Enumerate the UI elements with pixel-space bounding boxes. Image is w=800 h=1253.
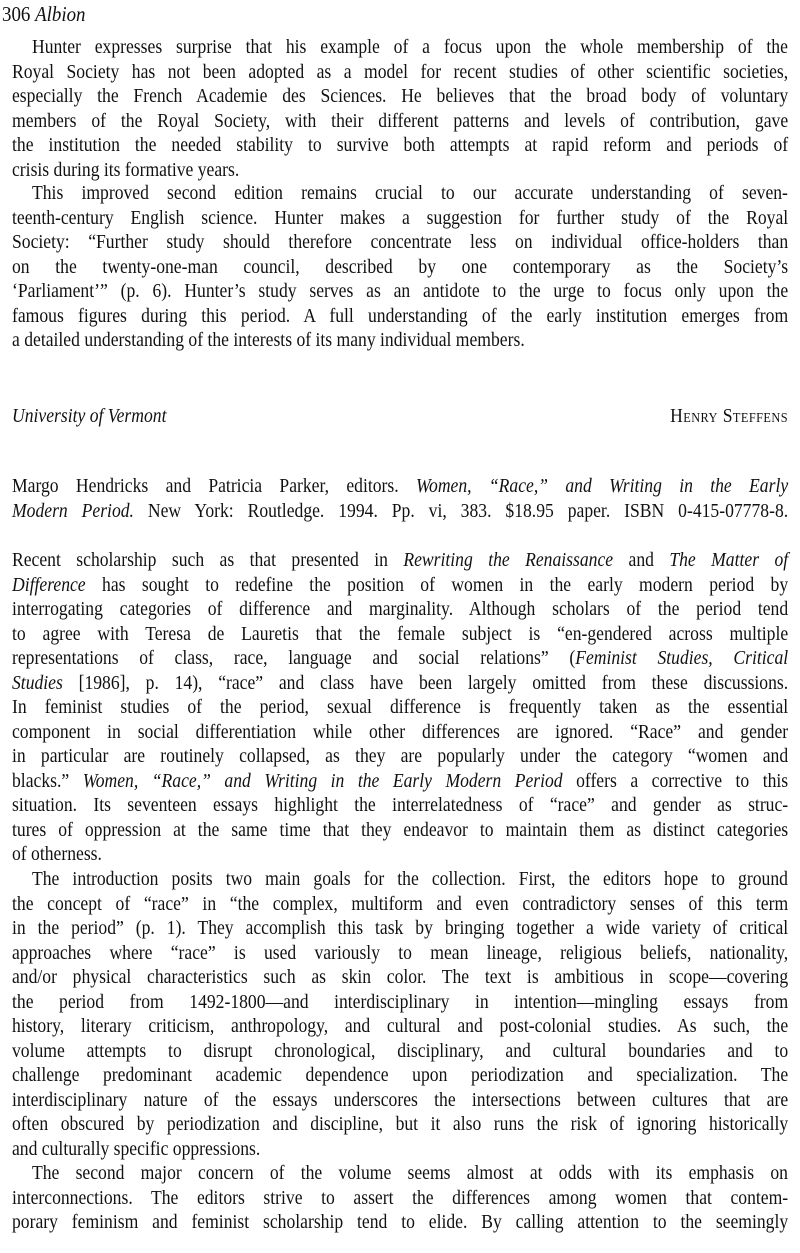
review1-paragraph-line bbox=[12, 109, 788, 133]
text-run: porary feminism and feminist scholarship tend to elide. By calling attention to the seemingly bbox=[12, 1211, 789, 1233]
review1-paragraph-line bbox=[12, 230, 788, 254]
text-run: Society: “Further study should therefore concentrate less on individual office-holders than bbox=[12, 231, 789, 253]
page-number: 306 bbox=[2, 2, 31, 26]
text-run: in particular are routinely collapsed, as they are popularly under the category “women and bbox=[12, 745, 789, 767]
review1-paragraph-line bbox=[12, 304, 788, 328]
review2-paragraph-line bbox=[12, 695, 788, 719]
italic-title: Studies bbox=[12, 671, 63, 694]
text-run: Recent scholarship such as that presented in bbox=[12, 549, 404, 571]
review1-paragraph-line bbox=[12, 133, 788, 157]
text-run: representations of class, race, language and social relations” ( bbox=[12, 647, 576, 669]
review1-paragraph-line bbox=[12, 279, 788, 303]
text-run: Royal Society has not been adopted as a model for recent studies of other scientific societies, bbox=[12, 60, 789, 83]
review2-paragraph-line bbox=[12, 1063, 788, 1087]
text-run: approaches where “race” is used variously to mean lineage, religious beliefs, nationality, bbox=[12, 941, 789, 964]
italic-title: The Matter of bbox=[669, 549, 789, 571]
review1-paragraph-line bbox=[12, 206, 788, 230]
text-run: offers a corrective to this bbox=[562, 769, 789, 792]
text-run: members of the Royal Society, with their different patterns and levels of contribution, gave bbox=[12, 109, 789, 132]
reviewer-name: Henry Steffens bbox=[670, 405, 788, 427]
text-run: interconnections. The editors strive to assert the differences among women that contem- bbox=[12, 1186, 789, 1209]
italic-title: Women, “Race,” and Writing in the Early Modern Period bbox=[82, 769, 563, 792]
text-run: on the twenty-one-man council, described by one contemporary as the Society’s bbox=[12, 255, 789, 278]
text-run: situation. Its seventeen essays highlight the interrelatedness of “race” and gender as struc- bbox=[12, 794, 789, 816]
review2-paragraph-line bbox=[12, 597, 788, 621]
review2-paragraph-line bbox=[12, 671, 788, 695]
book-citation-line bbox=[12, 474, 788, 498]
text-run: and/or physical characteristics such as skin color. The text is ambitious in scope—covering bbox=[12, 966, 789, 988]
review2-paragraph-line bbox=[12, 1112, 788, 1136]
review2-paragraph-line bbox=[12, 573, 788, 597]
text-run: to agree with Teresa de Lauretis that the female subject is “en-gendered across multiple bbox=[12, 622, 789, 645]
book-citation-line bbox=[12, 499, 788, 523]
text-run: teenth-century English science. Hunter makes a suggestion for further study of the Royal bbox=[12, 206, 789, 229]
review2-paragraph-line bbox=[12, 744, 788, 768]
text-run: often obscured by periodization and discipline, but it also runs the risk of ignoring historically bbox=[12, 1113, 789, 1135]
text-run: famous figures during this period. A full understanding of the early institution emerges from bbox=[12, 304, 789, 327]
review2-paragraph-line bbox=[12, 1137, 788, 1161]
text-run: Hunter expresses surprise that his example of a focus upon the whole membership of the bbox=[32, 36, 788, 58]
review2-paragraph-line bbox=[12, 1088, 788, 1112]
review1-paragraph-line bbox=[32, 181, 788, 205]
text-run: and bbox=[613, 549, 670, 571]
text-run: [1986], p. 14), “race” and class have been largely omitted from these discussions. bbox=[62, 671, 789, 694]
text-run: The introduction posits two main goals for the collection. First, the editors hope to ground bbox=[32, 868, 788, 890]
italic-title: Difference bbox=[12, 573, 86, 596]
text-run: component in social differentiation while other differences are ignored. “Race” and gender bbox=[12, 720, 789, 743]
review2-paragraph-line bbox=[12, 720, 788, 744]
review1-paragraph-line bbox=[12, 60, 788, 84]
review2-paragraph-line bbox=[12, 941, 788, 965]
review1-paragraph-line bbox=[12, 255, 788, 279]
text-run: volume attempts to disrupt chronological, disciplinary, and cultural boundaries and to bbox=[12, 1039, 789, 1062]
italic-title: Modern Period. bbox=[12, 499, 134, 522]
review2-paragraph-line bbox=[12, 818, 788, 842]
text-run: The second major concern of the volume seems almost at odds with its emphasis on bbox=[32, 1162, 788, 1184]
text-run: especially the French Academie des Sciences. He believes that the broad body of voluntary bbox=[12, 85, 789, 107]
italic-title: Rewriting the Renaissance bbox=[403, 549, 614, 571]
review2-paragraph-line bbox=[12, 1186, 788, 1210]
text-run: interrogating categories of difference and marginality. Although scholars of the period tend bbox=[12, 598, 789, 620]
review2-paragraph-line bbox=[32, 867, 788, 891]
text-run: has sought to redefine the position of women in the early modern period by bbox=[85, 573, 789, 596]
italic-title: Women, “Race,” and Writing in the Early bbox=[415, 475, 789, 497]
text-run: and culturally specific oppressions. bbox=[12, 1137, 261, 1160]
text-run: of otherness. bbox=[12, 843, 102, 865]
review2-paragraph-line bbox=[12, 916, 788, 940]
text-run: In feminist studies of the period, sexual difference is frequently taken as the essential bbox=[12, 696, 789, 718]
review2-paragraph-line bbox=[12, 842, 788, 866]
text-run: Margo Hendricks and Patricia Parker, editors. bbox=[12, 475, 416, 497]
text-run: in the period” (p. 1). They accomplish this task by bringing together a wide variety of critical bbox=[12, 917, 789, 939]
text-run: the institution the needed stability to survive both attempts at rapid reform and periods of bbox=[12, 134, 789, 156]
review2-paragraph-line bbox=[12, 646, 788, 670]
review2-paragraph-line bbox=[12, 548, 788, 572]
review1-paragraph-line bbox=[32, 35, 788, 59]
review2-paragraph-line bbox=[32, 1161, 788, 1185]
text-run: tures of oppression at the same time that they endeavor to maintain them as distinct categories bbox=[12, 818, 789, 841]
text-run: the period from 1492-1800—and interdisciplinary in intention—mingling essays from bbox=[12, 990, 789, 1013]
review2-paragraph-line bbox=[12, 892, 788, 916]
text-run: challenge predominant academic dependence upon periodization and specialization. The bbox=[12, 1064, 789, 1086]
running-header bbox=[2, 2, 85, 27]
review2-paragraph-line bbox=[12, 622, 788, 646]
text-run: blacks.” bbox=[12, 769, 83, 792]
text-run: the concept of “race” in “the complex, multiform and even contradictory senses of this term bbox=[12, 892, 789, 915]
text-run: history, literary criticism, anthropology, and cultural and post-colonial studies. As such, the bbox=[12, 1015, 789, 1037]
journal-title: Albion bbox=[35, 2, 86, 26]
text-run: a detailed understanding of the interests of its many individual members. bbox=[12, 329, 525, 351]
text-run: ‘Parliament’” (p. 6). Hunter’s study serves as an antidote to the urge to focus only upon the bbox=[12, 280, 789, 302]
review2-paragraph-line bbox=[12, 1014, 788, 1038]
review1-paragraph-line bbox=[12, 84, 788, 108]
text-run: This improved second edition remains crucial to our accurate understanding of seven- bbox=[32, 182, 788, 204]
italic-title: Feminist Studies, Critical bbox=[575, 647, 789, 669]
review1-paragraph-line bbox=[12, 158, 788, 182]
text-run: interdisciplinary nature of the essays underscores the intersections between cultures that are bbox=[12, 1088, 789, 1111]
review2-paragraph-line bbox=[12, 769, 788, 793]
review2-paragraph-line bbox=[12, 1039, 788, 1063]
reviewer-institution: University of Vermont bbox=[12, 405, 167, 427]
review1-paragraph-line bbox=[12, 328, 788, 352]
review2-paragraph-line bbox=[12, 793, 788, 817]
review2-paragraph-line bbox=[12, 990, 788, 1014]
review2-paragraph-line bbox=[12, 965, 788, 989]
review2-paragraph-line bbox=[12, 1210, 788, 1234]
text-run: crisis during its formative years. bbox=[12, 158, 240, 181]
text-run: New York: Routledge. 1994. Pp. vi, 383. $18.95 paper. ISBN 0-415-07778-8. bbox=[133, 499, 789, 522]
